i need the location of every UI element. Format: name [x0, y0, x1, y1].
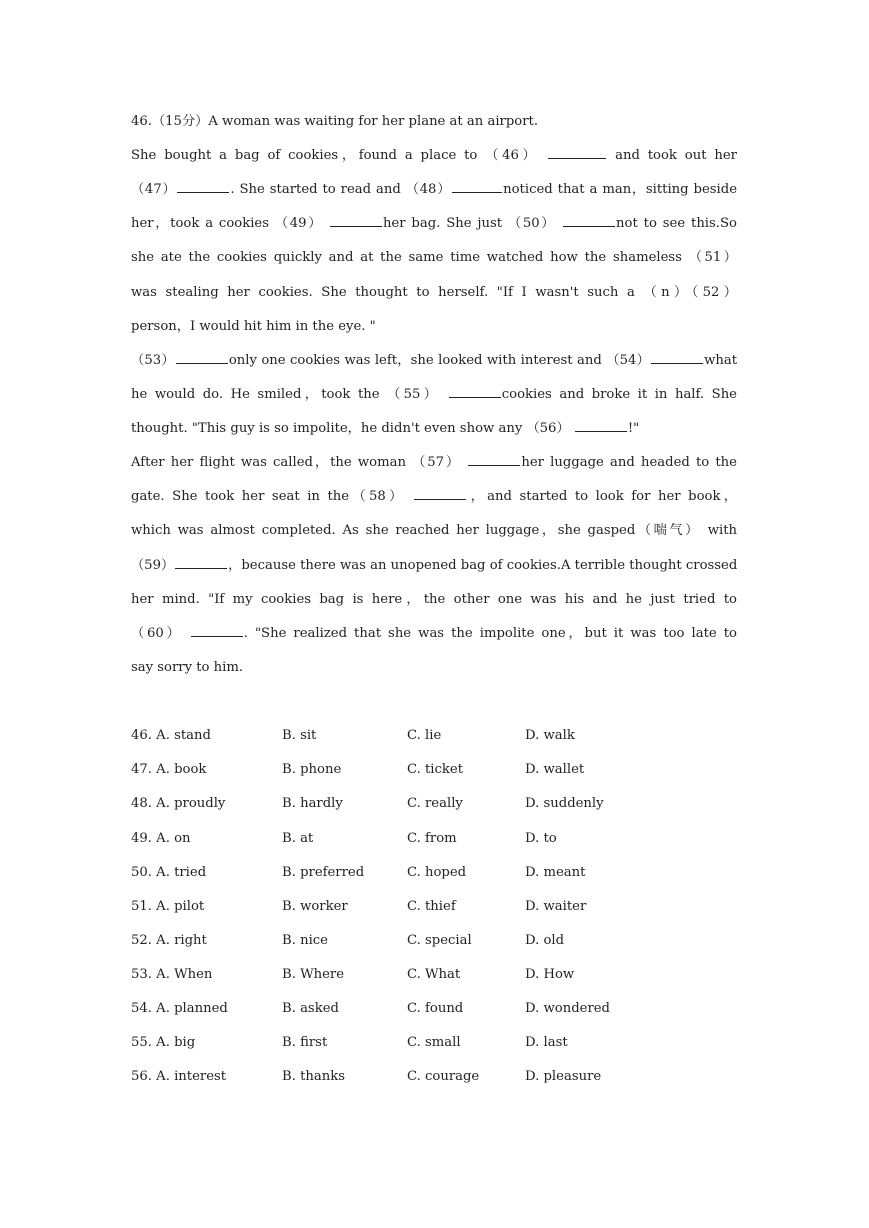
passage-line	[131, 417, 737, 441]
passage-line: person，I would hit him in the eye. "	[131, 319, 376, 334]
passage-text: （47）	[131, 182, 177, 197]
option-b: B. asked	[282, 1001, 339, 1016]
option-a: 54. A. planned	[131, 1001, 228, 1016]
passage-text: cookies and broke it in half. She	[501, 387, 737, 402]
option-d: D. to	[525, 831, 557, 846]
option-c: C. courage	[407, 1069, 480, 1084]
answer-blank-60	[191, 622, 243, 637]
passage-text: gate. She took her seat in the（58）	[131, 489, 406, 504]
passage-line: was stealing her cookies. She thought to herself. "If I wasn't such a （n）（52）	[131, 285, 737, 300]
option-d: D. suddenly	[525, 796, 604, 811]
option-a: 53. A. When	[131, 967, 213, 982]
passage-line: which was almost completed. As she reached her luggage，she gasped（喘气） with	[131, 523, 737, 538]
answer-blank-50	[563, 212, 615, 227]
option-b: B. Where	[282, 967, 345, 982]
option-d: D. last	[525, 1035, 568, 1050]
passage-line	[131, 212, 737, 236]
passage-text: what	[704, 353, 738, 368]
option-d: D. How	[525, 967, 575, 982]
passage-text: . "She realized that she was the impolite one，but it was too late to	[243, 626, 738, 641]
passage-line: her mind. "If my cookies bag is here，the other one was his and he just tried to	[131, 592, 737, 607]
option-a: 46. A. stand	[131, 728, 211, 743]
answer-blank-55	[449, 383, 501, 398]
option-b: B. nice	[282, 933, 328, 948]
option-a: 50. A. tried	[131, 865, 207, 880]
option-a: 49. A. on	[131, 831, 191, 846]
passage-text: （53）	[131, 353, 175, 368]
option-b: B. at	[282, 831, 314, 846]
option-b: B. sit	[282, 728, 317, 743]
option-a: 56. A. interest	[131, 1069, 227, 1084]
passage-text: and took out her	[615, 148, 737, 163]
passage-text: She bought a bag of cookies，found a place to （46）	[131, 148, 540, 163]
option-c: C. ticket	[407, 762, 464, 777]
passage-line: 46.（15分）A woman was waiting for her plane at an airport.	[131, 114, 539, 129]
passage-text: noticed that a man，sitting beside	[503, 182, 738, 197]
passage-line	[131, 622, 737, 646]
option-c: C. lie	[407, 728, 442, 743]
passage-text: . She started to read and （48）	[230, 182, 452, 197]
passage-line: say sorry to him.	[131, 660, 244, 675]
option-c: C. special	[407, 933, 472, 948]
option-c: C. thief	[407, 899, 456, 914]
passage-line	[131, 383, 737, 407]
option-a: 48. A. proudly	[131, 796, 226, 811]
option-a: 51. A. pilot	[131, 899, 205, 914]
passage-text: only one cookies was left，she looked with interest and （54）	[228, 353, 651, 368]
option-d: D. waiter	[525, 899, 587, 914]
option-c: C. What	[407, 967, 461, 982]
option-b: B. thanks	[282, 1069, 345, 1084]
answer-blank-53	[176, 349, 228, 364]
answer-blank-59	[175, 554, 227, 569]
answer-blank-56	[575, 417, 627, 432]
option-a: 55. A. big	[131, 1035, 196, 1050]
passage-text: After her flight was called，the woman （57）	[131, 455, 462, 470]
passage-text: ，because there was an unopened bag of cookies.A terrible thought crossed	[228, 558, 738, 573]
answer-blank-48	[452, 178, 502, 193]
passage-text: （59）	[131, 558, 175, 573]
option-d: D. wondered	[525, 1001, 611, 1016]
option-d: D. pleasure	[525, 1069, 602, 1084]
passage-text: !"	[627, 421, 640, 436]
passage-text: her luggage and headed to the	[521, 455, 737, 470]
option-a: 47. A. book	[131, 762, 207, 777]
answer-blank-58	[414, 485, 466, 500]
option-c: C. from	[407, 831, 457, 846]
option-b: B. phone	[282, 762, 342, 777]
answer-blank-54	[651, 349, 703, 364]
option-c: C. small	[407, 1035, 461, 1050]
option-c: C. really	[407, 796, 463, 811]
passage-line	[131, 144, 737, 168]
passage-line	[131, 349, 737, 373]
answer-blank-57	[468, 451, 520, 466]
answer-blank-46	[548, 144, 606, 159]
option-d: D. old	[525, 933, 565, 948]
option-d: D. walk	[525, 728, 575, 743]
option-d: D. wallet	[525, 762, 585, 777]
passage-text: ，and started to look for her book，	[467, 489, 737, 504]
option-b: B. first	[282, 1035, 328, 1050]
passage-line	[131, 554, 737, 578]
passage-text: thought. "This guy is so impolite，he didn't even show any （56）	[131, 421, 570, 436]
option-b: B. hardly	[282, 796, 343, 811]
answer-blank-47	[177, 178, 229, 193]
option-b: B. preferred	[282, 865, 365, 880]
answer-blank-49	[330, 212, 382, 227]
passage-line	[131, 451, 737, 475]
passage-text: （60）	[131, 626, 183, 641]
passage-text: not to see this.So	[616, 216, 737, 231]
option-c: C. hoped	[407, 865, 467, 880]
passage-line: she ate the cookies quickly and at the same time watched how the shameless （51）	[131, 250, 737, 265]
passage-line	[131, 485, 737, 509]
option-b: B. worker	[282, 899, 348, 914]
option-c: C. found	[407, 1001, 464, 1016]
option-d: D. meant	[525, 865, 586, 880]
passage-text: he would do. He smiled，took the （55）	[131, 387, 441, 402]
passage-line	[131, 178, 737, 202]
passage-text: her，took a cookies （49）	[131, 216, 324, 231]
passage-text: her bag. She just （50）	[382, 216, 557, 231]
option-a: 52. A. right	[131, 933, 207, 948]
